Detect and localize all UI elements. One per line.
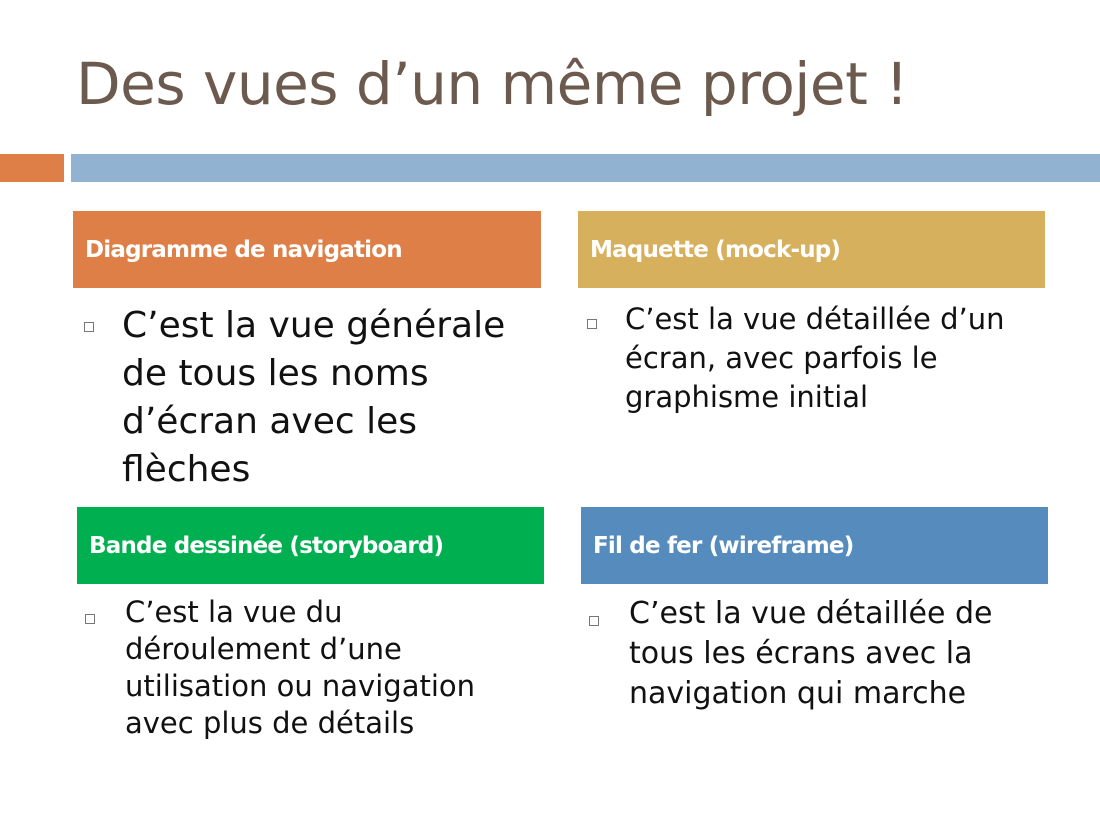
bullet-item-wireframe xyxy=(589,594,1039,714)
header-label: Fil de fer (wireframe) xyxy=(593,532,854,559)
bullet-text: C’est la vue détaillée d’un écran, avec parfois le graphisme initial xyxy=(625,302,1005,414)
header-label: Diagramme de navigation xyxy=(85,236,402,263)
header-label: Maquette (mock-up) xyxy=(590,236,841,263)
square-bullet-icon xyxy=(85,614,95,624)
header-storyboard xyxy=(77,507,544,584)
bullet-item-storyboard xyxy=(85,594,535,742)
accent-bar-orange xyxy=(0,154,64,182)
bullet-item-mockup xyxy=(587,300,1037,417)
header-wireframe xyxy=(581,507,1048,584)
accent-bar-blue xyxy=(71,154,1100,182)
bullet-text: C’est la vue du déroulement d’une utilisation ou navigation avec plus de détails xyxy=(125,595,476,740)
header-label: Bande dessinée (storyboard) xyxy=(89,532,444,559)
bullet-item-navigation-diagram xyxy=(84,302,534,494)
header-navigation-diagram xyxy=(73,211,541,288)
bullet-text: C’est la vue détaillée de tous les écrans avec la navigation qui marche xyxy=(629,596,993,711)
slide-title: Des vues d’un même projet ! xyxy=(76,50,909,118)
header-mockup xyxy=(578,211,1045,288)
square-bullet-icon xyxy=(587,319,597,329)
square-bullet-icon xyxy=(84,322,94,332)
bullet-text: C’est la vue générale de tous les noms d’écran avec les flèches xyxy=(122,305,506,490)
square-bullet-icon xyxy=(589,616,599,626)
